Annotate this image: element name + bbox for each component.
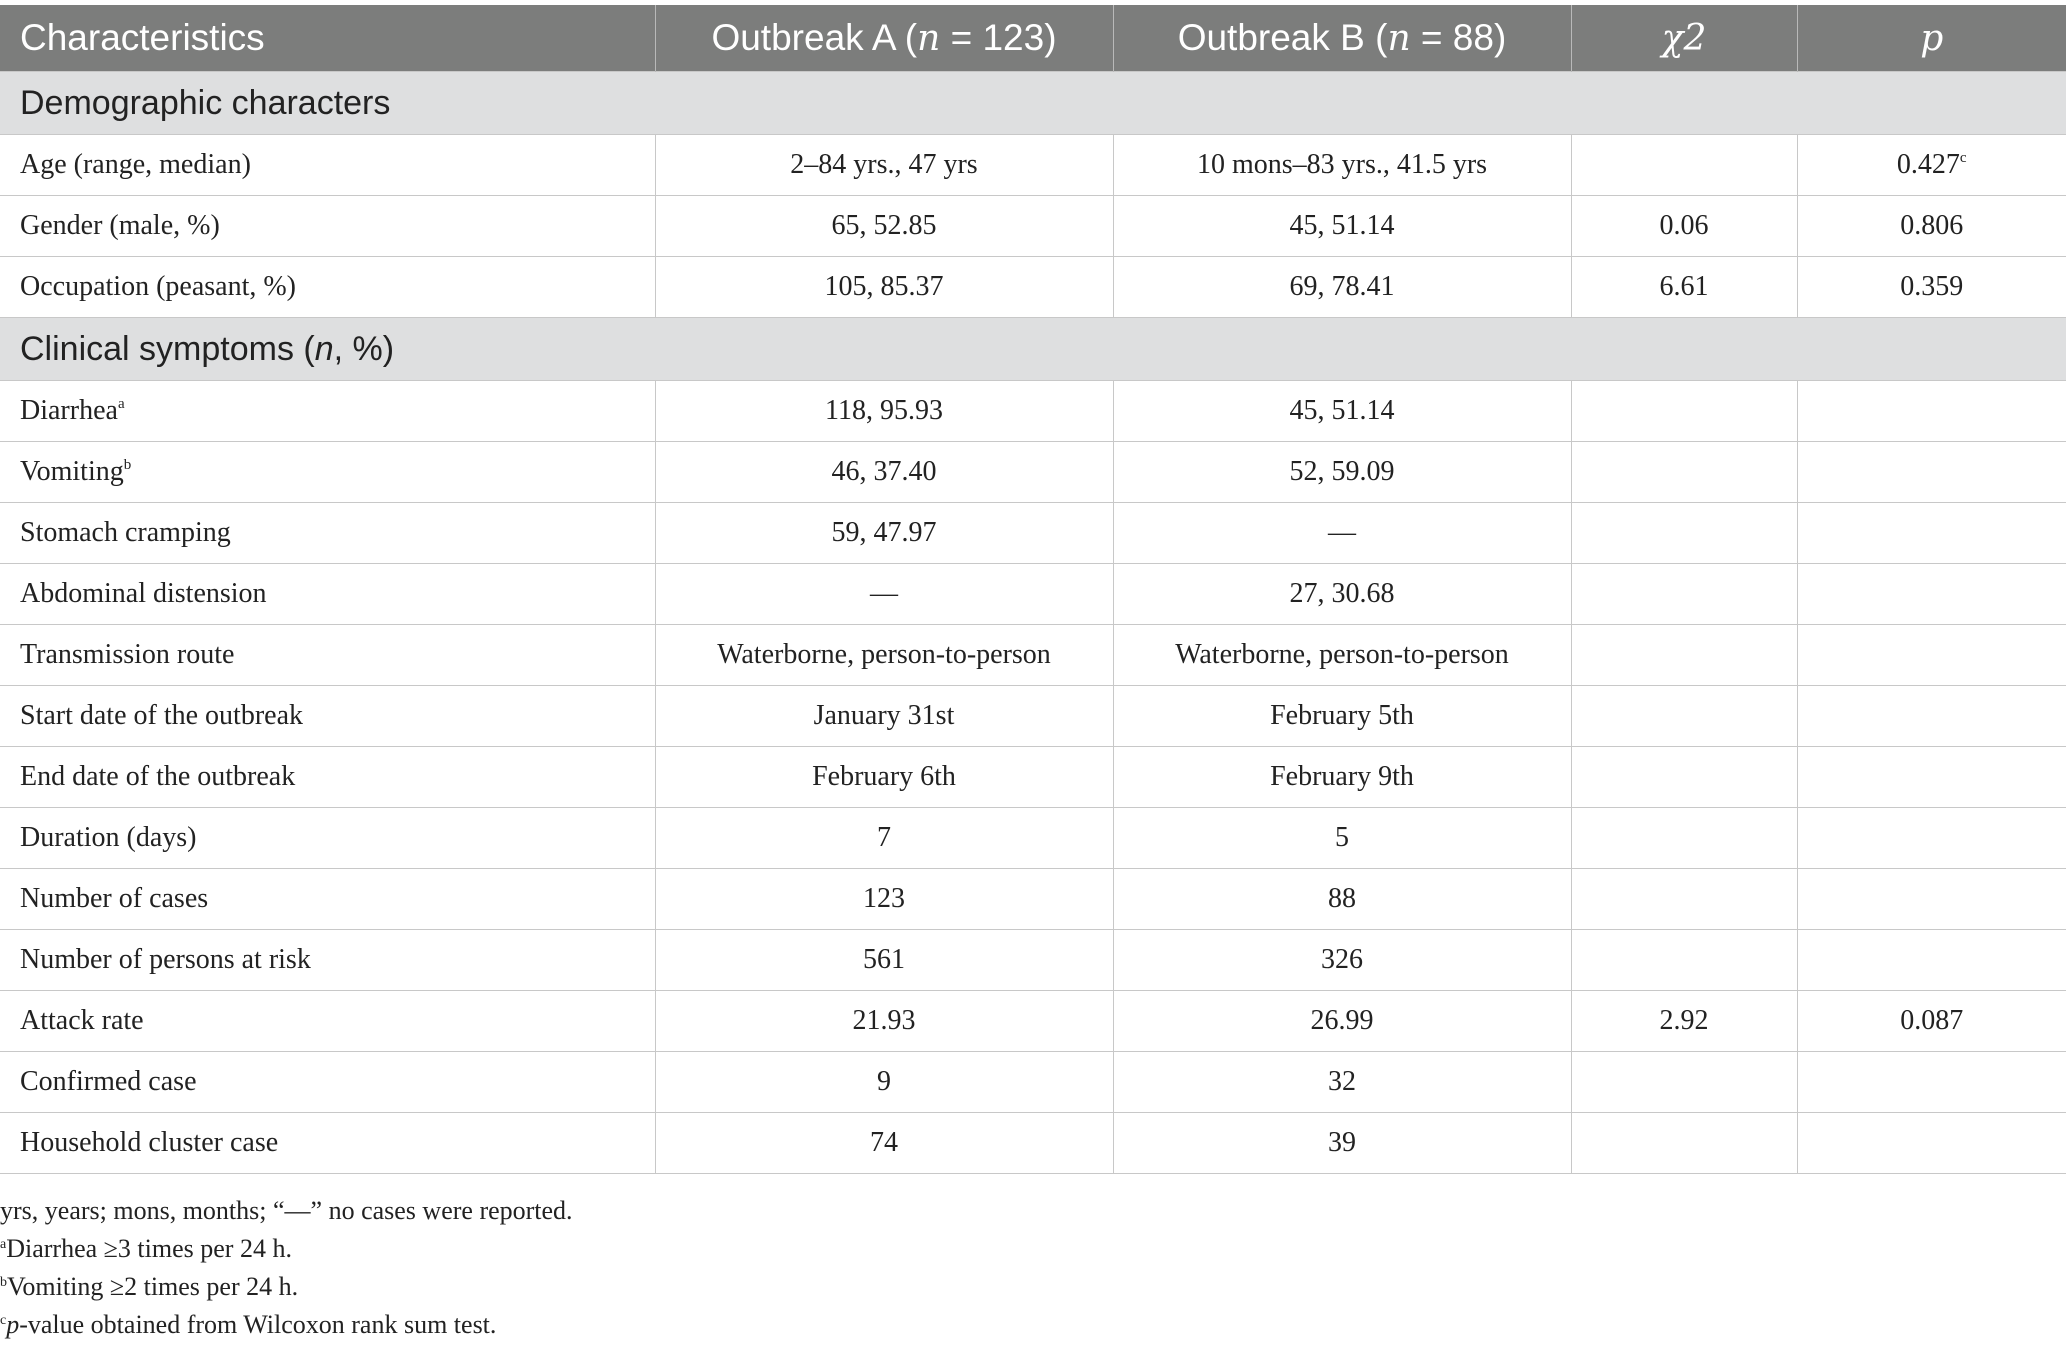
- row-label: Number of cases: [20, 883, 209, 914]
- cell-text: 27, 30.68: [1289, 578, 1395, 609]
- row-label: Vomiting: [20, 456, 124, 487]
- cell-text: 39: [1328, 1127, 1356, 1158]
- p-value: [1797, 869, 2066, 930]
- footnote-b: $^b$Vomiting ≥2 times per 24 h.: [0, 1272, 299, 1301]
- outbreak-b-value: [1113, 442, 1571, 503]
- outbreak-a-value: [655, 686, 1113, 747]
- cell-text: 69, 78.41: [1289, 271, 1395, 302]
- outbreak-b-value: [1113, 503, 1571, 564]
- p-value: [1797, 381, 2066, 442]
- header-characteristics: Characteristics: [0, 5, 655, 72]
- section-label: Demographic characters: [0, 72, 2066, 135]
- row-label-cell: [0, 625, 655, 686]
- cell-text: 0.087: [1900, 1005, 1964, 1036]
- cell-text: 88: [1328, 883, 1356, 914]
- row-label: Household cluster case: [20, 1127, 279, 1158]
- table-row: [0, 686, 2066, 747]
- outbreak-b-value: [1113, 747, 1571, 808]
- outbreak-a-value: [655, 381, 1113, 442]
- outbreak-b-value: [1113, 991, 1571, 1052]
- table-row: [0, 869, 2066, 930]
- cell-text: 21.93: [852, 1005, 916, 1036]
- outbreak-b-value: [1113, 869, 1571, 930]
- outbreak-a-value: [655, 625, 1113, 686]
- chi-square-value: [1571, 1052, 1797, 1113]
- chi-square-value: [1571, 196, 1797, 257]
- table-row: [0, 381, 2066, 442]
- row-label-cell: [0, 1052, 655, 1113]
- footnote-marker: c: [1959, 150, 1967, 166]
- section-suffix: , %): [333, 329, 395, 368]
- table-row: [0, 135, 2066, 196]
- table-row: [0, 625, 2066, 686]
- chi-square-value: [1571, 625, 1797, 686]
- cell-text: 7: [877, 822, 891, 853]
- cell-text: 2.92: [1659, 1005, 1709, 1036]
- table-row: [0, 503, 2066, 564]
- cell-text: 561: [863, 944, 905, 975]
- outbreak-b-value: [1113, 196, 1571, 257]
- p-value: [1797, 808, 2066, 869]
- outbreak-b-value: [1113, 257, 1571, 318]
- row-label-cell: [0, 442, 655, 503]
- cell-text: —: [1328, 517, 1356, 548]
- section-demographic: [0, 72, 2066, 135]
- cell-text: 52, 59.09: [1289, 456, 1395, 487]
- row-label-cell: [0, 564, 655, 625]
- row-label-cell: [0, 381, 655, 442]
- p-value: [1797, 196, 2066, 257]
- cell-text: 0.359: [1900, 271, 1964, 302]
- table-row: [0, 442, 2066, 503]
- outbreak-b-value: [1113, 381, 1571, 442]
- chi-square-value: [1571, 686, 1797, 747]
- cell-text: 9: [877, 1066, 891, 1097]
- outbreak-a-value: [655, 442, 1113, 503]
- cell-text: 0.06: [1659, 210, 1709, 241]
- outbreak-a-value: [655, 930, 1113, 991]
- cell-text: 2–84 yrs., 47 yrs: [790, 149, 978, 180]
- cell-text: —: [870, 578, 898, 609]
- outbreak-a-value: [655, 503, 1113, 564]
- row-label-cell: [0, 930, 655, 991]
- chi-square-value: [1571, 747, 1797, 808]
- table-container: [0, 5, 2067, 1174]
- row-label: Abdominal distension: [20, 578, 267, 609]
- chi-square-value: [1571, 564, 1797, 625]
- p-value: [1797, 930, 2066, 991]
- row-label: Number of persons at risk: [20, 944, 311, 975]
- row-label-cell: [0, 991, 655, 1052]
- section-prefix: Clinical symptoms (: [20, 329, 315, 368]
- row-label: Transmission route: [20, 639, 235, 670]
- footnote-marker: a: [117, 396, 125, 412]
- cell-text: 0.427: [1896, 149, 1960, 180]
- outbreak-a-value: [655, 196, 1113, 257]
- outbreak-a-value: [655, 991, 1113, 1052]
- outbreak-a-value: [655, 1052, 1113, 1113]
- footnote-a: $^a$Diarrhea ≥3 times per 24 h.: [0, 1234, 292, 1263]
- header-p-value: p: [1797, 5, 2066, 72]
- cell-text: 26.99: [1310, 1005, 1374, 1036]
- outbreak-b-value: [1113, 686, 1571, 747]
- row-label: Start date of the outbreak: [20, 700, 304, 731]
- section-n: n: [314, 329, 334, 368]
- table-row: [0, 257, 2066, 318]
- row-label: Stomach cramping: [20, 517, 231, 548]
- chi-square-value: [1571, 808, 1797, 869]
- table-row: [0, 1052, 2066, 1113]
- cell-text: 65, 52.85: [831, 210, 937, 241]
- outbreak-b-value: [1113, 625, 1571, 686]
- cell-text: 326: [1321, 944, 1363, 975]
- p-value: [1797, 625, 2066, 686]
- cell-text: 59, 47.97: [831, 517, 937, 548]
- header-outbreak-b: Outbreak B (n = 88): [1113, 5, 1571, 72]
- cell-text: January 31st: [813, 700, 955, 731]
- cell-text: 6.61: [1659, 271, 1709, 302]
- cell-text: 105, 85.37: [824, 271, 944, 302]
- header-outbreak-a: Outbreak A (n = 123): [655, 5, 1113, 72]
- table-row: [0, 808, 2066, 869]
- p-value: [1797, 686, 2066, 747]
- footnote-marker: b: [123, 457, 132, 473]
- header-chi-square: χ2: [1571, 5, 1797, 72]
- table-row: [0, 1113, 2066, 1174]
- chi-square-value: [1571, 1113, 1797, 1174]
- table-row: [0, 991, 2066, 1052]
- cell-text: 46, 37.40: [831, 456, 937, 487]
- header-row: [0, 5, 2066, 72]
- row-label-cell: [0, 1113, 655, 1174]
- cell-text: 45, 51.14: [1289, 210, 1395, 241]
- chi-square-value: [1571, 869, 1797, 930]
- table-footnotes: [0, 1192, 573, 1344]
- row-label: Attack rate: [20, 1005, 144, 1036]
- table-row: [0, 196, 2066, 257]
- outbreak-b-value: [1113, 135, 1571, 196]
- table-row: [0, 930, 2066, 991]
- outbreak-b-value: [1113, 564, 1571, 625]
- p-value: [1797, 135, 2066, 196]
- outbreak-b-value: [1113, 1052, 1571, 1113]
- chi-square-value: [1571, 503, 1797, 564]
- cell-text: February 6th: [812, 761, 956, 792]
- row-label-cell: [0, 869, 655, 930]
- footnote-c: $^c$p-value obtained from Wilcoxon rank sum test.: [0, 1310, 497, 1339]
- chi-square-value: [1571, 930, 1797, 991]
- outbreak-a-value: [655, 869, 1113, 930]
- cell-text: 5: [1335, 822, 1349, 853]
- cell-text: 123: [863, 883, 905, 914]
- outbreak-a-value: [655, 747, 1113, 808]
- outbreak-b-value: [1113, 808, 1571, 869]
- outbreak-a-value: [655, 135, 1113, 196]
- outbreak-characteristics-table: [0, 5, 2066, 1174]
- row-label: End date of the outbreak: [20, 761, 296, 792]
- row-label-cell: [0, 808, 655, 869]
- p-value: [1797, 442, 2066, 503]
- row-label-cell: [0, 686, 655, 747]
- p-value: [1797, 564, 2066, 625]
- table-row: [0, 564, 2066, 625]
- cell-text: 118, 95.93: [825, 395, 943, 426]
- row-label: Confirmed case: [20, 1066, 197, 1097]
- cell-text: February 5th: [1270, 700, 1414, 731]
- chi-square-value: [1571, 257, 1797, 318]
- row-label-cell: [0, 747, 655, 808]
- cell-text: Waterborne, person-to-person: [717, 639, 1051, 670]
- cell-text: 74: [870, 1127, 898, 1158]
- cell-text: 32: [1328, 1066, 1356, 1097]
- chi-square-value: [1571, 135, 1797, 196]
- row-label: Gender (male, %): [20, 210, 220, 241]
- outbreak-a-value: [655, 564, 1113, 625]
- outbreak-a-value: [655, 808, 1113, 869]
- p-value: [1797, 503, 2066, 564]
- row-label-cell: [0, 135, 655, 196]
- footnote-abbreviations: yrs, years; mons, months; “—” no cases were reported.: [0, 1196, 573, 1225]
- p-value: [1797, 991, 2066, 1052]
- p-value: [1797, 747, 2066, 808]
- row-label: Age (range, median): [20, 149, 251, 180]
- p-value: [1797, 1052, 2066, 1113]
- row-label-cell: [0, 503, 655, 564]
- cell-text: February 9th: [1270, 761, 1414, 792]
- cell-text: 45, 51.14: [1289, 395, 1395, 426]
- chi-square-value: [1571, 442, 1797, 503]
- section-label: [0, 318, 2066, 381]
- row-label: Occupation (peasant, %): [20, 271, 296, 302]
- p-value: [1797, 1113, 2066, 1174]
- p-value: [1797, 257, 2066, 318]
- chi-square-value: [1571, 381, 1797, 442]
- cell-text: 10 mons–83 yrs., 41.5 yrs: [1196, 149, 1488, 180]
- row-label: Duration (days): [20, 822, 197, 853]
- outbreak-a-value: [655, 257, 1113, 318]
- table-row: [0, 747, 2066, 808]
- outbreak-b-value: [1113, 1113, 1571, 1174]
- cell-text: Waterborne, person-to-person: [1175, 639, 1509, 670]
- outbreak-a-value: [655, 1113, 1113, 1174]
- outbreak-b-value: [1113, 930, 1571, 991]
- cell-text: 0.806: [1900, 210, 1964, 241]
- chi-square-value: [1571, 991, 1797, 1052]
- row-label-cell: [0, 196, 655, 257]
- row-label: Diarrhea: [20, 395, 118, 426]
- row-label-cell: [0, 257, 655, 318]
- section-clinical-symptoms: [0, 318, 2066, 381]
